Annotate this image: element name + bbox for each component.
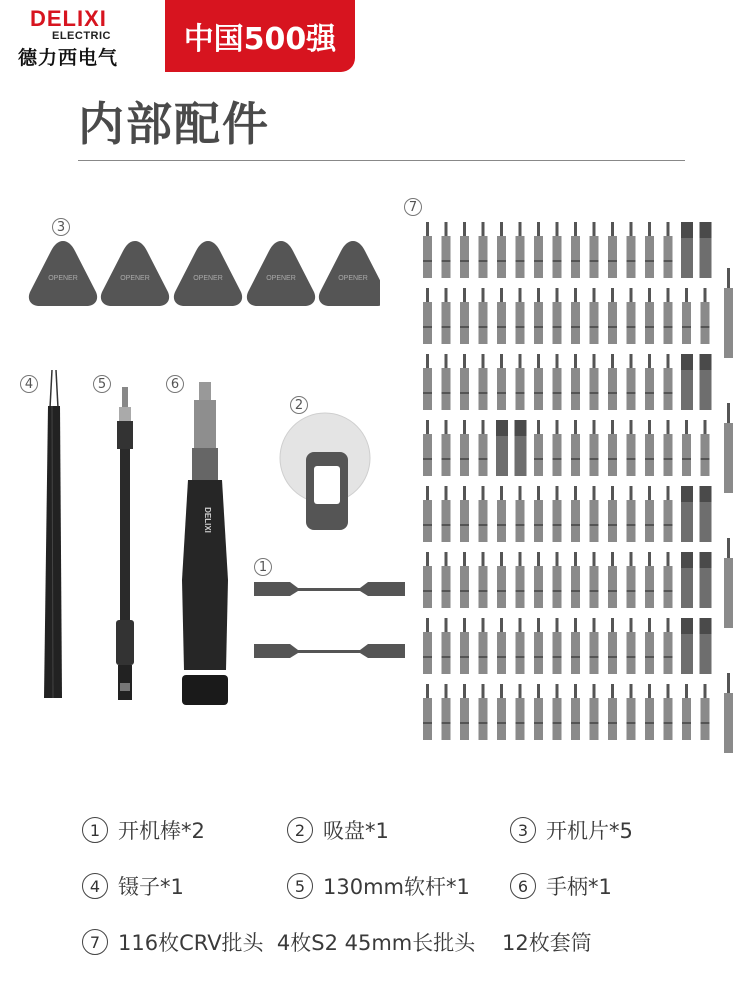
screwdriver-bit	[442, 288, 451, 344]
screwdriver-bit	[590, 684, 599, 740]
opener-picks	[20, 235, 380, 310]
screwdriver-bit	[700, 222, 712, 278]
screwdriver-bit	[608, 486, 617, 542]
screwdriver-bit	[497, 222, 506, 278]
screwdriver-handle	[170, 380, 240, 710]
screwdriver-bit	[571, 354, 580, 410]
screwdriver-bit	[423, 486, 432, 542]
pry-bars	[250, 578, 410, 663]
legend-text: 130mm软杆*1	[323, 875, 470, 899]
screwdriver-bit	[442, 420, 451, 476]
marker-5: 5	[93, 375, 111, 393]
screwdriver-bit	[700, 354, 712, 410]
screwdriver-bit	[645, 222, 654, 278]
screwdriver-bit	[627, 618, 636, 674]
screwdriver-bit	[479, 618, 488, 674]
brand-name: DELIXI	[30, 6, 107, 31]
screwdriver-bit	[608, 222, 617, 278]
screwdriver-bit	[627, 552, 636, 608]
screwdriver-bit	[423, 684, 432, 740]
legend-text: 镊子*1	[118, 875, 184, 899]
screwdriver-bit	[460, 552, 469, 608]
marker-1: 1	[254, 558, 272, 576]
legend-text: 116枚CRV批头 4枚S2 45mm长批头 12枚套筒	[118, 931, 592, 955]
legend-item-7	[82, 927, 592, 957]
screwdriver-bit	[460, 684, 469, 740]
screwdriver-bit	[608, 684, 617, 740]
opener-pick	[29, 241, 97, 306]
flex-shaft	[105, 385, 145, 705]
marker-6: 6	[166, 375, 184, 393]
screwdriver-bit	[460, 618, 469, 674]
screwdriver-bit	[608, 420, 617, 476]
screwdriver-bit	[627, 222, 636, 278]
screwdriver-bit	[516, 552, 525, 608]
screwdriver-bit	[553, 354, 562, 410]
screwdriver-bit	[627, 354, 636, 410]
legend-num: 4	[82, 873, 108, 899]
screwdriver-bit	[553, 684, 562, 740]
screwdriver-bit	[645, 684, 654, 740]
bit-set	[418, 218, 738, 753]
screwdriver-bit	[479, 222, 488, 278]
screwdriver-bit	[534, 618, 543, 674]
screwdriver-bit	[701, 684, 710, 740]
screwdriver-bit	[553, 420, 562, 476]
legend-text: 开机片*5	[546, 819, 633, 843]
screwdriver-bit	[590, 552, 599, 608]
screwdriver-bit	[497, 288, 506, 344]
screwdriver-bit	[700, 486, 712, 542]
screwdriver-bit	[497, 618, 506, 674]
screwdriver-bit	[590, 486, 599, 542]
long-bit	[724, 673, 733, 753]
screwdriver-bit	[645, 354, 654, 410]
screwdriver-bit	[516, 486, 525, 542]
legend-item-5	[287, 871, 470, 901]
screwdriver-bit	[701, 288, 710, 344]
screwdriver-bit	[479, 684, 488, 740]
screwdriver-bit	[681, 486, 693, 542]
screwdriver-bit	[590, 420, 599, 476]
screwdriver-bit	[681, 222, 693, 278]
screwdriver-bit	[442, 354, 451, 410]
screwdriver-bit	[496, 420, 508, 476]
opener-pick	[319, 241, 380, 306]
opener-pick	[174, 241, 242, 306]
suction-cup	[278, 410, 373, 535]
legend-num: 2	[287, 817, 313, 843]
screwdriver-bit	[460, 222, 469, 278]
screwdriver-bit	[627, 288, 636, 344]
screwdriver-bit	[645, 420, 654, 476]
screwdriver-bit	[479, 288, 488, 344]
screwdriver-bit	[664, 618, 673, 674]
screwdriver-bit	[534, 222, 543, 278]
screwdriver-bit	[664, 354, 673, 410]
screwdriver-bit	[682, 288, 691, 344]
screwdriver-bit	[553, 288, 562, 344]
screwdriver-bit	[590, 354, 599, 410]
screwdriver-bit	[423, 618, 432, 674]
screwdriver-bit	[516, 684, 525, 740]
screwdriver-bit	[534, 486, 543, 542]
screwdriver-bit	[571, 222, 580, 278]
handle-brand-text: DELIXI	[203, 507, 212, 533]
legend-num: 7	[82, 929, 108, 955]
screwdriver-bit	[442, 684, 451, 740]
screwdriver-bit	[627, 486, 636, 542]
legend-text: 手柄*1	[546, 875, 612, 899]
screwdriver-bit	[460, 486, 469, 542]
screwdriver-bit	[423, 288, 432, 344]
screwdriver-bit	[627, 420, 636, 476]
screwdriver-bit	[534, 354, 543, 410]
screwdriver-bit	[681, 552, 693, 608]
screwdriver-bit	[608, 354, 617, 410]
screwdriver-bit	[681, 618, 693, 674]
screwdriver-bit	[497, 354, 506, 410]
screwdriver-bit	[479, 420, 488, 476]
screwdriver-bit	[682, 420, 691, 476]
tweezers	[35, 368, 70, 703]
marker-4: 4	[20, 375, 38, 393]
screwdriver-bit	[423, 552, 432, 608]
long-bit	[724, 403, 733, 493]
screwdriver-bit	[497, 486, 506, 542]
screwdriver-bit	[460, 354, 469, 410]
title-divider	[78, 160, 685, 161]
brand-logo	[0, 0, 165, 72]
screwdriver-bit	[664, 222, 673, 278]
screwdriver-bit	[460, 288, 469, 344]
screwdriver-bit	[664, 420, 673, 476]
marker-2: 2	[290, 396, 308, 414]
legend-item-2	[287, 815, 389, 845]
screwdriver-bit	[700, 552, 712, 608]
legend-item-6	[510, 871, 612, 901]
opener-pick	[247, 241, 315, 306]
screwdriver-bit	[608, 618, 617, 674]
screwdriver-bit	[608, 552, 617, 608]
brand-cn: 德力西电气	[18, 47, 119, 69]
screwdriver-bit	[590, 618, 599, 674]
screwdriver-bit	[516, 618, 525, 674]
screwdriver-bit	[515, 420, 527, 476]
legend-num: 5	[287, 873, 313, 899]
marker-3: 3	[52, 218, 70, 236]
screwdriver-bit	[553, 222, 562, 278]
screwdriver-bit	[497, 552, 506, 608]
screwdriver-bit	[664, 288, 673, 344]
screwdriver-bit	[442, 486, 451, 542]
screwdriver-bit	[534, 684, 543, 740]
screwdriver-bit	[460, 420, 469, 476]
screwdriver-bit	[590, 222, 599, 278]
screwdriver-bit	[645, 486, 654, 542]
opener-pick-text: OPENER	[193, 275, 223, 282]
screwdriver-bit	[423, 354, 432, 410]
screwdriver-bit	[479, 354, 488, 410]
screwdriver-bit	[516, 222, 525, 278]
legend-text: 吸盘*1	[323, 819, 389, 843]
legend-num: 6	[510, 873, 536, 899]
screwdriver-bit	[553, 552, 562, 608]
screwdriver-bit	[423, 222, 432, 278]
screwdriver-bit	[497, 684, 506, 740]
screwdriver-bit	[442, 222, 451, 278]
opener-pick-text: OPENER	[338, 275, 368, 282]
screwdriver-bit	[681, 354, 693, 410]
screwdriver-bit	[534, 288, 543, 344]
legend-item-4	[82, 871, 184, 901]
screwdriver-bit	[701, 420, 710, 476]
screwdriver-bit	[571, 552, 580, 608]
legend-item-1	[82, 815, 205, 845]
screwdriver-bit	[479, 486, 488, 542]
screwdriver-bit	[682, 684, 691, 740]
screwdriver-bit	[590, 288, 599, 344]
screwdriver-bit	[645, 618, 654, 674]
screwdriver-bit	[442, 552, 451, 608]
opener-pick-text: OPENER	[266, 275, 296, 282]
brand-sub: ELECTRIC	[52, 30, 111, 42]
long-bit	[724, 538, 733, 628]
screwdriver-bit	[534, 552, 543, 608]
screwdriver-bit	[700, 618, 712, 674]
legend-num: 3	[510, 817, 536, 843]
top500-badge: 中国500强	[165, 0, 355, 72]
screwdriver-bit	[571, 420, 580, 476]
screwdriver-bit	[553, 486, 562, 542]
long-bit	[724, 268, 733, 358]
screwdriver-bit	[571, 486, 580, 542]
screwdriver-bit	[571, 618, 580, 674]
screwdriver-bit	[571, 288, 580, 344]
page-title: 内部配件	[78, 97, 270, 151]
screwdriver-bit	[664, 486, 673, 542]
screwdriver-bit	[571, 684, 580, 740]
screwdriver-bit	[553, 618, 562, 674]
legend-text: 开机棒*2	[118, 819, 205, 843]
opener-pick-text: OPENER	[120, 275, 150, 282]
screwdriver-bit	[423, 420, 432, 476]
legend-item-3	[510, 815, 633, 845]
screwdriver-bit	[442, 618, 451, 674]
screwdriver-bit	[664, 552, 673, 608]
screwdriver-bit	[534, 420, 543, 476]
opener-pick	[101, 241, 169, 306]
screwdriver-bit	[516, 288, 525, 344]
screwdriver-bit	[664, 684, 673, 740]
screwdriver-bit	[516, 354, 525, 410]
opener-pick-text: OPENER	[48, 275, 78, 282]
legend-num: 1	[82, 817, 108, 843]
marker-7: 7	[404, 198, 422, 216]
screwdriver-bit	[645, 288, 654, 344]
screwdriver-bit	[627, 684, 636, 740]
screwdriver-bit	[645, 552, 654, 608]
screwdriver-bit	[479, 552, 488, 608]
screwdriver-bit	[608, 288, 617, 344]
